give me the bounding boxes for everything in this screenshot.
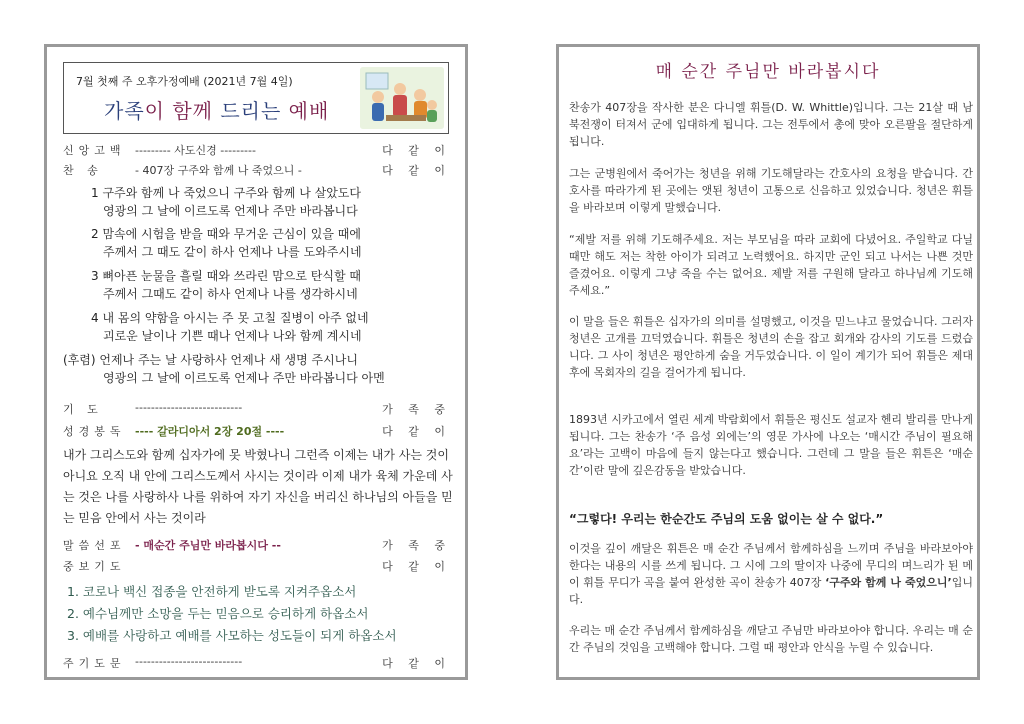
hymn-refrain xyxy=(63,351,385,387)
row-label: 중보기도 xyxy=(63,560,126,573)
verse-line: 주께서 그 때도 같이 하사 언제나 나를 도와주시네 xyxy=(103,245,362,259)
verse-line: 2 맘속에 시험을 받을 때와 무거운 근심이 있을 때에 xyxy=(91,227,361,241)
row-middle: --------- 사도신경 --------- xyxy=(135,144,256,157)
row-right: 다 같 이 xyxy=(382,164,451,177)
sermon-paragraph-1: 찬송가 407장을 작사한 분은 다니엘 휘틀(D. W. Whittle)입니다. 그는 21살 때 남북전쟁이 터져서 군에 입대하게 됩니다. 그는 전투에서 총에 맞아 오른팔을 절단하게 됩니다. xyxy=(569,101,973,148)
sermon-paragraph-3: “제발 저를 위해 기도해주세요. 저는 부모님을 따라 교회에 다녔어요. 주일학교 다닐 때만 해도 저는 착한 아이가 되려고 노력했어요. 하지만 군인 되고 나서는 나쁜 것만 즐겼어요. 이렇게 그냥 죽을 수는 없어요. 제발 저를 구원해 달라고 하나님께 기도해주세요.” xyxy=(569,233,973,297)
verse-line: 4 내 몸의 약함을 아시는 주 못 고칠 질병이 아주 없네 xyxy=(91,311,369,325)
title-part: 함께 xyxy=(172,99,213,123)
sermon-paragraph-6 xyxy=(569,540,973,608)
bulletin-right-page xyxy=(556,44,980,680)
verse-line: 영광의 그 날에 이르도록 언제나 주만 바라봅니다 아멘 xyxy=(103,371,385,385)
sermon-quote: “그렇다! 우리는 한순간도 주님의 도움 없이는 살 수 없다.” xyxy=(569,512,884,526)
verse-line: 1 구주와 함께 나 죽었으니 구주와 함께 나 살았도다 xyxy=(91,186,361,200)
service-title xyxy=(104,95,329,124)
sermon-paragraph-5: 1893년 시카고에서 열린 세계 박람회에서 휘틀은 평신도 설교자 헨리 발리를 만나게 됩니다. 그는 찬송가 ‘주 음성 외에는’의 영문 가사에 나오는 ‘매시간 주님이 필요해요’라는 고백이 마음에 들지 않는다고 했습니다. 그런데 그 말을 들은 휘튼은 ‘매순간’이란 말에 깊은감동을 받았습니다. xyxy=(569,413,973,477)
row-label: 신앙고백 xyxy=(63,144,126,157)
bulletin-header xyxy=(63,62,449,134)
row-right: 가 족 중 xyxy=(382,539,451,552)
hymn-verse-4 xyxy=(91,309,369,345)
hymn-verse-3 xyxy=(91,267,361,303)
prayer-item-2: 2. 예수님께만 소망을 두는 믿음으로 승리하게 하옵소서 xyxy=(67,606,369,621)
hymn-title-emphasis: ‘구주와 함께 나 죽었으니’ xyxy=(825,576,952,589)
paragraph-text: 입니다. xyxy=(569,576,973,606)
row-middle: --------------------------- xyxy=(135,655,243,668)
title-part: 이 xyxy=(144,99,173,123)
sermon-paragraph-4: 이 말을 들은 휘틀은 십자가의 의미를 설명했고, 이것을 믿느냐고 물었습니다. 그러자 청년은 고개를 끄덕였습니다. 휘틀은 청년의 손을 잡고 회개와 감사의 기도를 드렸습니다. 그 사이 청년은 평안하게 숨을 거두었습니다. 이 일이 계기가 되어 휘틀은 제대 후에 목회자의 길을 걸어가게 됩니다. xyxy=(569,315,973,379)
bulletin-left-page xyxy=(44,44,468,680)
row-right: 가 족 중 xyxy=(382,403,451,416)
prayer-item-3: 3. 예배를 사랑하고 예배를 사모하는 성도들이 되게 하옵소서 xyxy=(67,628,397,643)
row-middle: --------------------------- xyxy=(135,401,243,414)
service-date-subtitle: 7월 첫째 주 오후가정예배 (2021년 7월 4일) xyxy=(76,75,293,88)
sermon-paragraph-7: 우리는 매 순간 주님께서 함께하심을 깨닫고 주님만 바라보아야 합니다. 우리는 매 순간 주님의 것임을 고백해야 합니다. 그럴 때 평안과 안식을 누릴 수 있습니다. xyxy=(569,624,973,654)
scripture-passage: 내가 그리스도와 함께 십자가에 못 박혔나니 그런즉 이제는 내가 사는 것이 아니요 오직 내 안에 그리스도께서 사시는 것이라 이제 내가 육체 가운데 사는 것은 나를 사랑하사 나를 위하여 자기 자신을 버리신 하나님의 아들을 믿는 믿음 안에서 사는 것이라 xyxy=(63,448,453,525)
verse-line: 3 뼈아픈 눈물을 흘릴 때와 쓰라린 맘으로 탄식할 때 xyxy=(91,269,361,283)
paragraph-text: 이것을 깊이 깨달은 휘튼은 매 순간 주님께서 함께하심을 느끼며 주님을 바라보아야 한다는 내용의 시를 쓰게 됩니다. 그 시에 그의 딸이자 나중에 무디의 며느리가 된 메이 휘틀 무디가 곡을 붙여 완성한 곡이 찬송가 407장 xyxy=(569,542,973,589)
row-label: 주기도문 xyxy=(63,657,126,670)
verse-line: 괴로운 날이나 기쁜 때나 언제나 나와 함께 계시네 xyxy=(103,329,362,343)
row-right: 다 같 이 xyxy=(382,560,451,573)
row-middle: - 407장 구주와 함께 나 죽었으니 - xyxy=(135,164,302,177)
verse-line: 영광의 그 날에 이르도록 언제나 주만 바라봅니다 xyxy=(103,204,358,218)
sermon-title: 매 순간 주님만 바라봅시다 xyxy=(655,62,881,82)
row-label: 말씀선포 xyxy=(63,539,126,552)
hymn-verse-1 xyxy=(91,184,361,220)
verse-line: (후렴) 언제나 주는 날 사랑하사 언제나 새 생명 주시나니 xyxy=(63,353,358,367)
row-middle: - 매순간 주님만 바라봅시다 -- xyxy=(135,539,281,552)
row-right: 다 같 이 xyxy=(382,144,451,157)
title-part: 가족 xyxy=(104,99,145,123)
sermon-paragraph-2: 그는 군병원에서 죽어가는 청년을 위해 기도해달라는 간호사의 요청을 받습니다. 간호사를 따라가게 된 곳에는 앳된 청년이 고통으로 신음하고 있었습니다. 청년은 휘틀을 바라보며 이렇게 말했습니다. xyxy=(569,167,973,214)
family-worship-illustration-icon xyxy=(360,67,444,129)
row-right: 다 같 이 xyxy=(382,425,451,438)
prayer-item-1: 1. 코로나 백신 접종을 안전하게 받도록 지켜주옵소서 xyxy=(67,584,357,599)
title-part: 드리는 xyxy=(212,99,289,123)
hymn-verse-2 xyxy=(91,225,362,261)
row-label: 기 도 xyxy=(63,403,103,416)
row-label: 성경봉독 xyxy=(63,425,126,438)
title-part: 예배 xyxy=(288,99,330,123)
row-right: 다 같 이 xyxy=(382,657,451,670)
row-label: 찬 송 xyxy=(63,164,103,177)
row-middle: ---- 갈라디아서 2장 20절 ---- xyxy=(135,425,285,438)
verse-line: 주께서 그때도 같이 하사 언제나 나를 생각하시네 xyxy=(103,287,358,301)
